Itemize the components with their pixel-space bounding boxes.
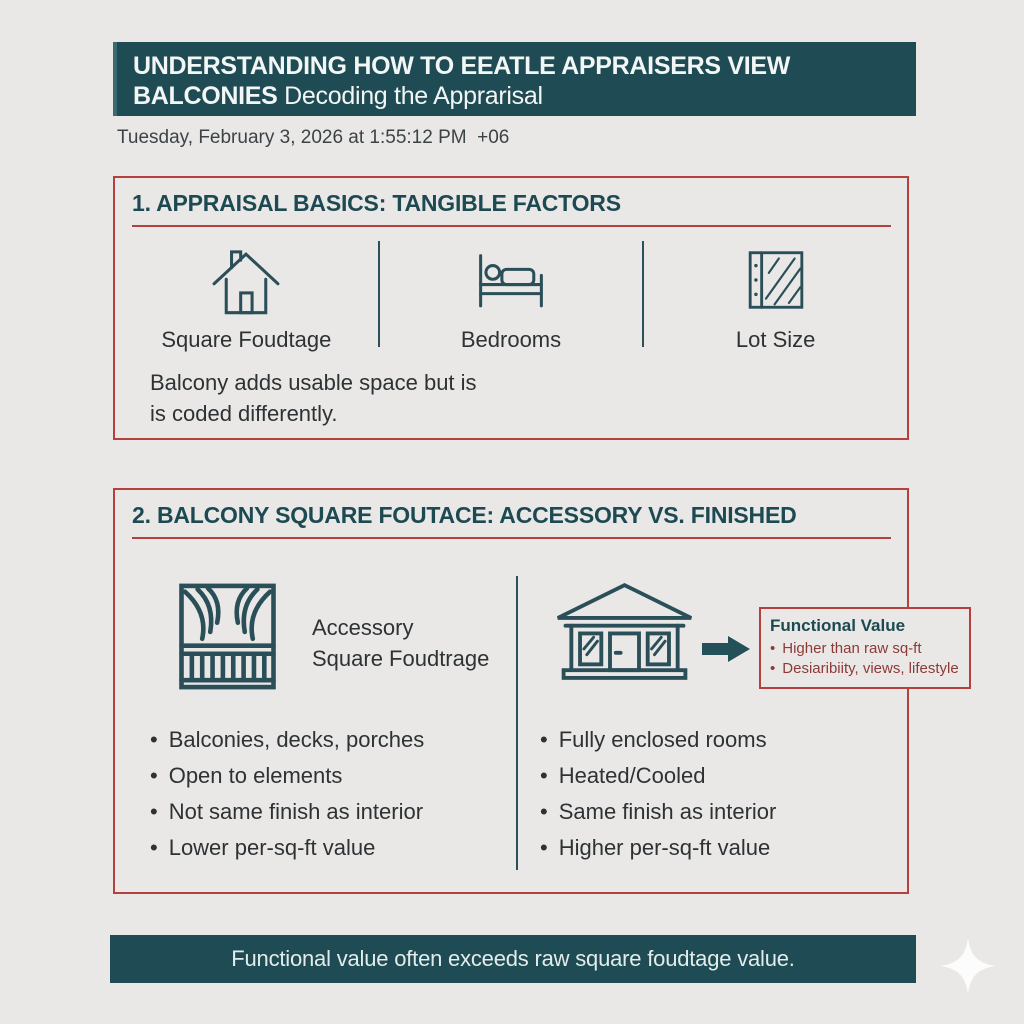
accessory-bullet-list — [150, 722, 424, 866]
title-subtitle: Decoding the Apprarisal — [277, 82, 543, 110]
list-item: • Balconies, decks, porches — [150, 722, 424, 758]
factor-bedrooms — [380, 241, 643, 353]
note-line-2: is coded differently. — [150, 401, 338, 426]
callout-bullet: • Higher than raw sq-ft — [770, 639, 960, 659]
section1-note — [150, 367, 907, 429]
note-line-1: Balcony adds usable space but is — [150, 370, 477, 395]
title-balconies: BALCONIES — [133, 82, 278, 110]
right-arrow-icon — [702, 633, 752, 670]
finished-house-icon — [552, 574, 697, 694]
accessory-label-line-2: Square Foudtrage — [312, 646, 490, 671]
factor-label: Square Foudtage — [161, 327, 332, 352]
page-title-line-1: UNDERSTANDING HOW TO EEATLE APPRAISERS VIEW — [133, 52, 791, 80]
footer-text: Functional value often exceeds raw square foudtage value. — [231, 946, 795, 971]
house-icon — [115, 241, 378, 319]
section1-underline — [132, 225, 891, 227]
finished-bullet-list — [540, 722, 776, 866]
section1-heading: 1. APPRAISAL BASICS: TANGIBLE FACTORS — [132, 190, 621, 216]
footer-bar — [110, 935, 916, 983]
list-item: • Same finish as interior — [540, 794, 776, 830]
functional-value-callout — [759, 607, 971, 689]
callout-title: Functional Value — [770, 616, 906, 635]
sparkle-icon — [938, 936, 998, 1001]
divider — [516, 576, 518, 870]
list-item: • Fully enclosed rooms — [540, 722, 776, 758]
factor-label: Lot Size — [735, 327, 816, 352]
list-item: • Lower per-sq-ft value — [150, 830, 424, 866]
callout-bullet-list — [770, 639, 960, 679]
factor-lot-size — [644, 241, 907, 353]
timestamp: Tuesday, February 3, 2026 at 1:55:12 PM +06 — [117, 127, 510, 148]
list-item: • Higher per-sq-ft value — [540, 830, 776, 866]
callout-bullet: • Desiaribiity, views, lifestyle — [770, 659, 960, 679]
header-bar — [113, 42, 916, 116]
list-item: • Heated/Cooled — [540, 758, 776, 794]
list-item: • Open to elements — [150, 758, 424, 794]
accessory-label-line-1: Accessory — [312, 615, 414, 640]
section-appraisal-basics — [113, 176, 909, 440]
page-title-line-2 — [133, 81, 916, 111]
accessory-label — [312, 612, 489, 674]
section2-heading: 2. BALCONY SQUARE FOUTACE: ACCESSORY VS. FINISHED — [132, 502, 797, 528]
balcony-icon — [170, 579, 285, 699]
bed-icon — [380, 241, 643, 319]
factors-row — [115, 241, 907, 353]
list-item: • Not same finish as interior — [150, 794, 424, 830]
section-balcony-square-footage — [113, 488, 959, 894]
factor-square-footage — [115, 241, 378, 353]
lot-icon — [644, 241, 907, 319]
factor-label: Bedrooms — [460, 327, 562, 352]
section2-underline — [132, 537, 891, 539]
